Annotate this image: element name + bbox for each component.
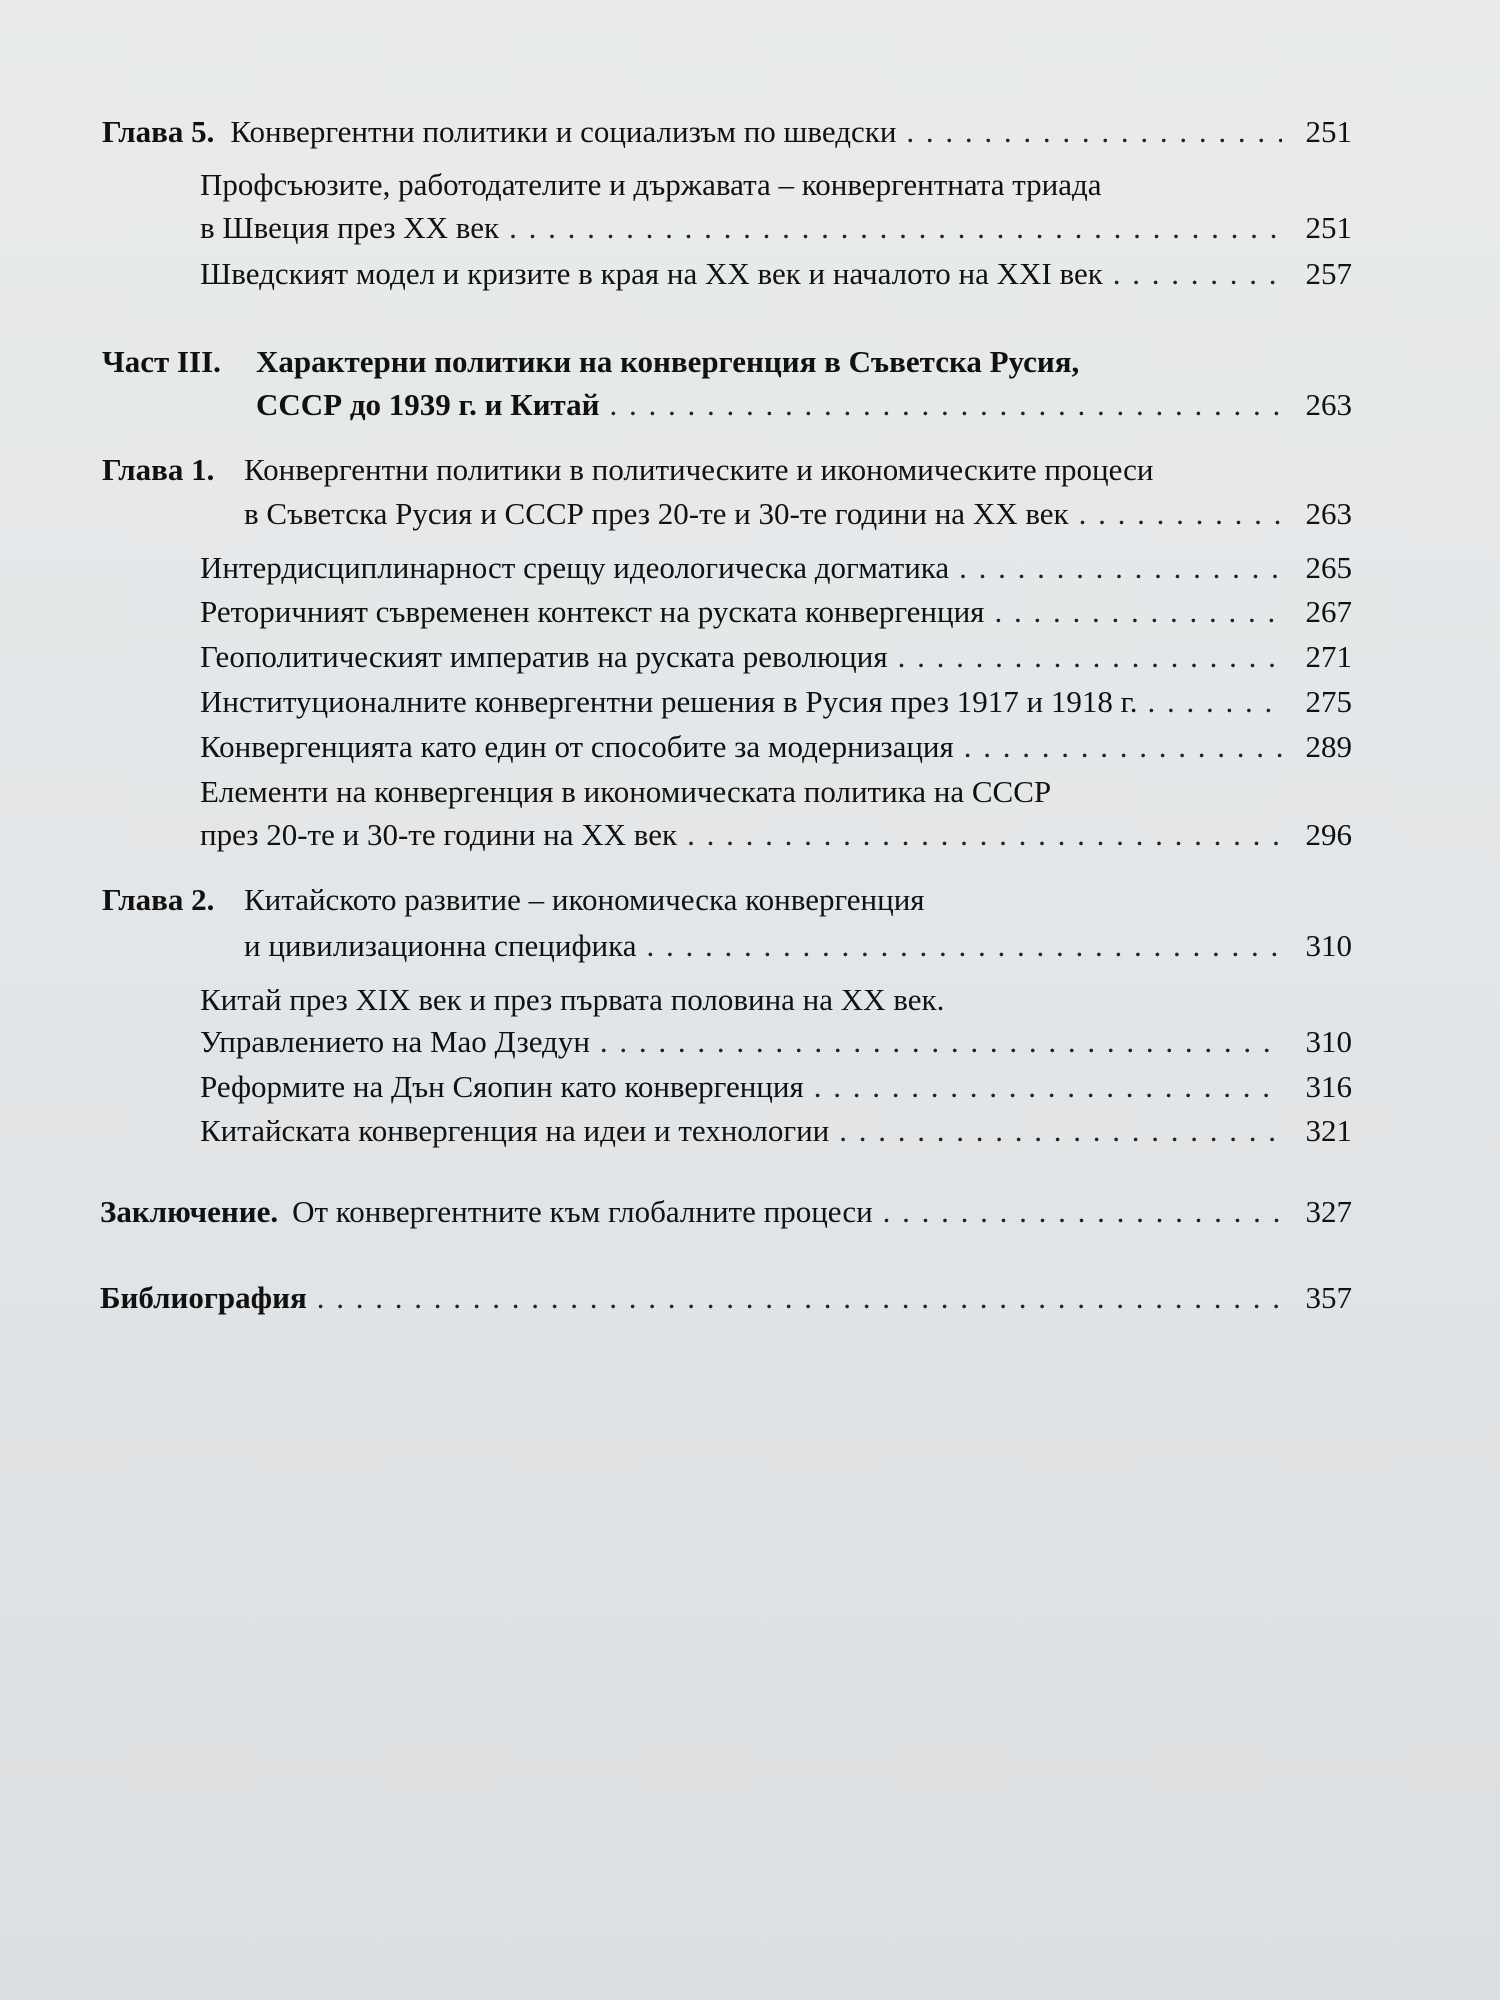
chapter-title: и цивилизационна специфика: [244, 928, 637, 963]
leader-dots: [317, 1278, 1282, 1318]
leader-dots: [509, 208, 1282, 248]
page-number: 310: [1305, 1024, 1352, 1059]
page-number: 251: [1305, 114, 1352, 149]
leader-dots: [1113, 254, 1282, 294]
toc-entry-section: [200, 1022, 1352, 1062]
toc-entry-section: [200, 815, 1352, 855]
toc-chapter-2-line-1: [102, 880, 925, 920]
chapter-label: Глава 1.: [102, 452, 215, 487]
page-number: 327: [1305, 1194, 1352, 1229]
chapter-title: Конвергентни политики в политическите и икономическите процеси: [244, 452, 1154, 487]
page-number: 263: [1305, 387, 1352, 422]
bibliography-label: Библиография: [100, 1280, 307, 1315]
page-number: 275: [1305, 684, 1352, 719]
toc-entry-chapter-2: [244, 926, 1352, 966]
conclusion-title: От конвергентните към глобалните процеси: [292, 1194, 873, 1229]
leader-dots: [687, 815, 1282, 855]
toc-chapter-1-line-1: [102, 450, 1153, 490]
toc-entry-section: [200, 637, 1352, 677]
leader-dots: [1148, 682, 1282, 722]
section-title: Китайската конвергенция на идеи и технологии: [200, 1113, 830, 1148]
chapter-title: Китайското развитие – икономическа конвергенция: [244, 882, 925, 917]
chapter-label: Глава 2.: [102, 882, 215, 917]
leader-dots: [839, 1111, 1282, 1151]
toc-entry-section: [200, 1067, 1352, 1107]
page-number: 357: [1305, 1280, 1352, 1315]
page-number: 289: [1305, 729, 1352, 764]
conclusion-label: Заключение.: [100, 1194, 279, 1229]
chapter-title: Конвергентни политики и социализъм по шведски: [230, 114, 897, 149]
toc-entry-section: [200, 727, 1352, 767]
page-number: 310: [1305, 928, 1352, 963]
toc-entry-section: [200, 682, 1352, 722]
section-title: Интердисциплинарност срещу идеологическа догматика: [200, 550, 950, 585]
leader-dots: [814, 1067, 1282, 1107]
leader-dots: [1079, 494, 1282, 534]
chapter-label: Глава 5.: [102, 114, 215, 149]
section-title: Конвергенцията като един от способите за модернизация: [200, 729, 954, 764]
page-number: 267: [1305, 594, 1352, 629]
toc-entry-section: [200, 548, 1352, 588]
section-title: Реформите на Дън Сяопин като конвергенция: [200, 1069, 804, 1104]
toc-entry-section: [200, 1111, 1352, 1151]
section-title: в Швеция през XX век: [200, 210, 500, 245]
leader-dots: [994, 592, 1282, 632]
toc-entry-section: [200, 254, 1352, 294]
page-number: 296: [1305, 817, 1352, 852]
toc-section-title: Профсъюзите, работодателите и държавата – конвергентната триада: [200, 167, 1102, 202]
leader-dots: [964, 727, 1282, 767]
toc-entry-section: [200, 592, 1352, 632]
toc-entry-chapter-1: [244, 494, 1352, 534]
leader-dots: [883, 1192, 1282, 1232]
toc-entry-chapter-5: [102, 112, 1352, 152]
section-title: Геополитическият императив на руската революция: [200, 639, 888, 674]
page-number: 316: [1305, 1069, 1352, 1104]
toc-entry-section: [200, 208, 1352, 248]
section-title: Шведският модел и кризите в края на XX век и началото на XXI век: [200, 256, 1103, 291]
page-number: 271: [1305, 639, 1352, 674]
part-title: СССР до 1939 г. и Китай: [256, 387, 600, 422]
toc-section-title: Елементи на конвергенция в икономическата политика на СССР: [200, 774, 1052, 809]
leader-dots: [959, 548, 1282, 588]
page-number: 321: [1305, 1113, 1352, 1148]
toc-entry-part-3: [256, 385, 1352, 425]
part-title: Характерни политики на конвергенция в Съветска Русия,: [256, 344, 1080, 379]
section-title: Управлението на Мао Дзедун: [200, 1024, 590, 1059]
toc-part-3-line-1: [102, 342, 1079, 382]
leader-dots: [906, 112, 1282, 152]
chapter-title: в Съветска Русия и СССР през 20-те и 30-те години на XX век: [244, 496, 1069, 531]
part-label: Част III.: [102, 344, 221, 379]
toc-entry-conclusion: [100, 1192, 1352, 1232]
leader-dots: [610, 385, 1282, 425]
page-number: 263: [1305, 496, 1352, 531]
page-number: 251: [1305, 210, 1352, 245]
leader-dots: [600, 1022, 1282, 1062]
section-title: Реторичният съвременен контекст на руската конвергенция: [200, 594, 985, 629]
section-title: през 20-те и 30-те години на XX век: [200, 817, 678, 852]
section-title: Институционалните конвергентни решения в Русия през 1917 и 1918 г.: [200, 684, 1138, 719]
page-number: 265: [1305, 550, 1352, 585]
toc-entry-bibliography: [100, 1278, 1352, 1318]
page-number: 257: [1305, 256, 1352, 291]
leader-dots: [898, 637, 1282, 677]
leader-dots: [647, 926, 1283, 966]
toc-section-title: Китай през XIX век и през първата половина на XX век.: [200, 982, 945, 1017]
